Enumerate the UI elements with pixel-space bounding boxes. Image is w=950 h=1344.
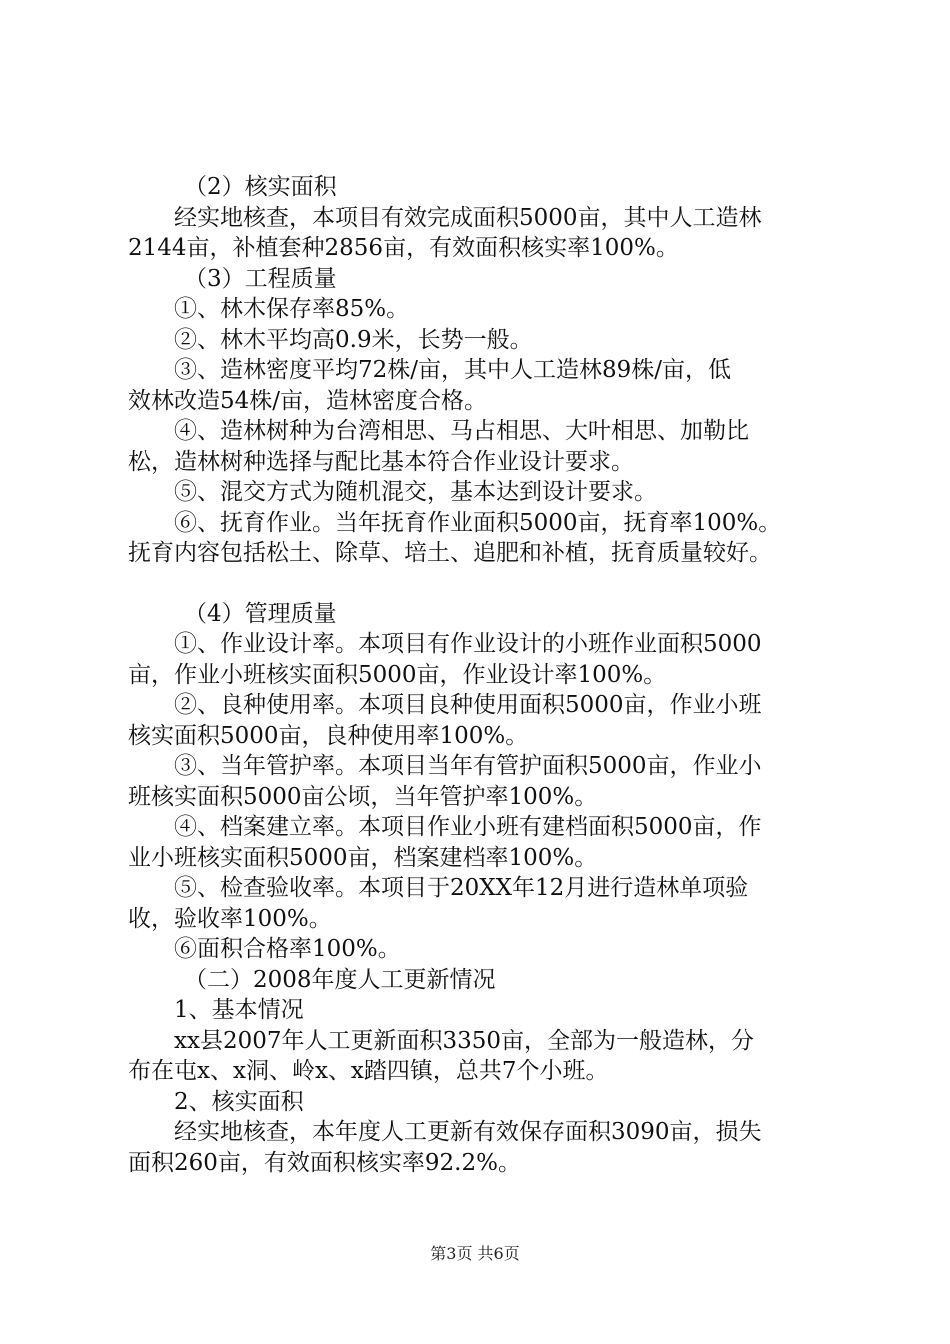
text-line: 亩，作业小班核实面积5000亩，作业设计率100%。	[128, 661, 667, 688]
text-line: ③、造林密度平均72株/亩，其中人工造林89株/亩，低	[174, 357, 732, 383]
text-line: ④、造林树种为台湾相思、马占相思、大叶相思、加勒比	[174, 418, 749, 444]
text-line: ②、良种使用率。本项目良种使用面积5000亩，作业小班	[174, 692, 762, 718]
text-line: 松，造林树种选择与配比基本符合作业设计要求。	[128, 448, 634, 475]
text-line: （2）核实面积	[184, 174, 337, 200]
text-line: xx县2007年人工更新面积3350亩，全部为一般造林，分	[174, 1027, 755, 1054]
text-line: 1、基本情况	[174, 997, 304, 1023]
text-line: 面积260亩，有效面积核实率92.2%。	[128, 1149, 521, 1176]
text-line: ①、林木保存率85%。	[174, 296, 410, 322]
text-line: 业小班核实面积5000亩，档案建档率100%。	[128, 844, 598, 871]
text-line: 抚育内容包括松土、除草、培土、追肥和补植，抚育质量较好。	[128, 540, 772, 566]
text-line: ⑤、混交方式为随机混交，基本达到设计要求。	[174, 479, 657, 505]
text-line: 布在屯x、x洞、岭x、x踏四镇，总共7个小班。	[128, 1058, 609, 1084]
text-line: （4）管理质量	[184, 600, 337, 627]
text-line: 2144亩，补植套种2856亩，有效面积核实率100%。	[128, 235, 679, 261]
text-line: 经实地核查，本项目有效完成面积5000亩，其中人工造林	[174, 204, 762, 231]
text-line: ⑥面积合格率100%。	[174, 936, 401, 962]
text-line: ③、当年管护率。本项目当年有管护面积5000亩，作业小	[174, 753, 762, 779]
text-line: （3）工程质量	[184, 265, 337, 292]
text-line: 核实面积5000亩，良种使用率100%。	[128, 722, 529, 749]
text-line: 效林改造54株/亩，造林密度合格。	[128, 387, 488, 414]
text-line: 收，验收率100%。	[128, 905, 332, 932]
blank-line	[128, 569, 850, 599]
text-line: 2、核实面积	[174, 1088, 304, 1115]
page-footer: 第3页 共6页	[430, 1244, 520, 1263]
text-line: 班核实面积5000亩公顷，当年管护率100%。	[128, 783, 598, 810]
text-line: ⑥、抚育作业。当年抚育作业面积5000亩，抚育率100%。	[174, 509, 782, 536]
text-line: 经实地核查，本年度人工更新有效保存面积3090亩，损失	[174, 1119, 762, 1145]
document-body	[128, 172, 850, 1178]
text-line: ①、作业设计率。本项目有作业设计的小班作业面积5000	[174, 631, 762, 657]
text-line: ⑤、检查验收率。本项目于20XX年12月进行造林单项验	[174, 875, 749, 901]
text-line: （二）2008年度人工更新情况	[184, 966, 496, 993]
text-line: ②、林木平均高0.9米，长势一般。	[174, 326, 533, 353]
text-line: ④、档案建立率。本项目作业小班有建档面积5000亩，作	[174, 814, 762, 840]
